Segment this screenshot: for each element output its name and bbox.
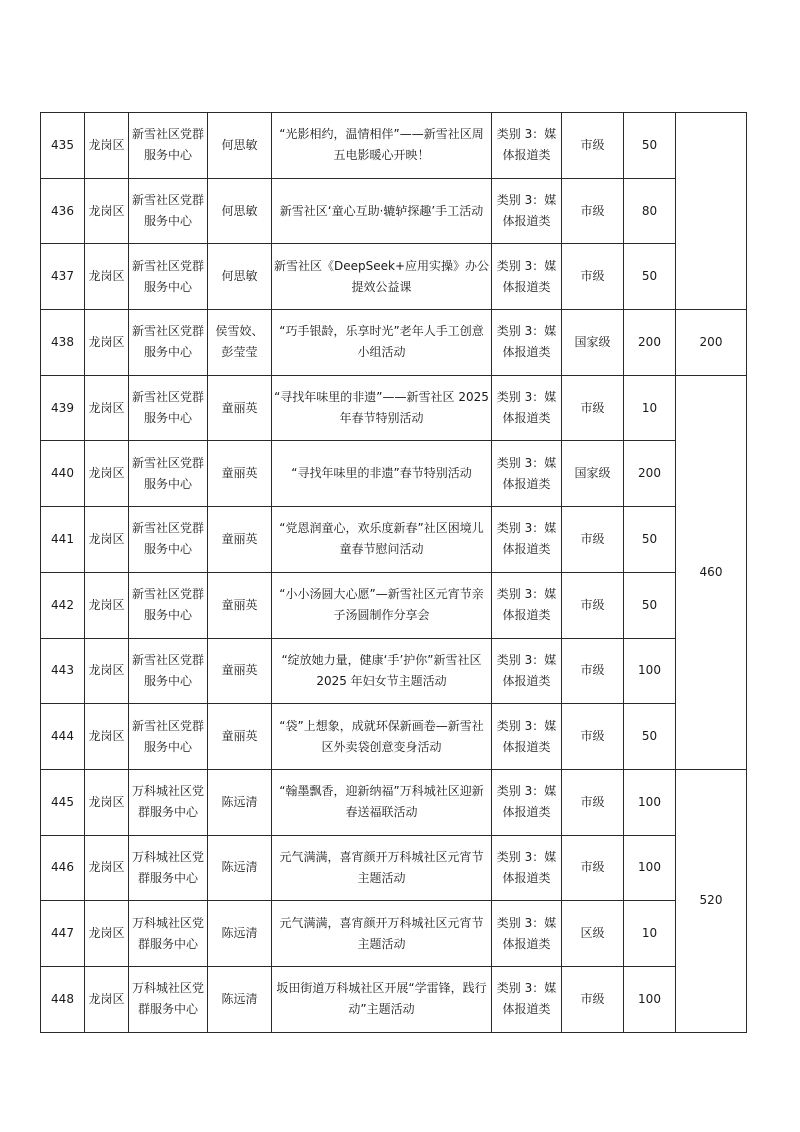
category: 类别 3：媒体报道类 <box>492 310 562 376</box>
score: 100 <box>624 769 676 835</box>
activity-title: “寻找年味里的非遗”春节特别活动 <box>272 441 492 507</box>
district: 龙岗区 <box>85 244 129 310</box>
district: 龙岗区 <box>85 901 129 967</box>
person: 陈远清 <box>208 769 272 835</box>
level: 市级 <box>562 704 624 770</box>
row-number: 438 <box>41 310 85 376</box>
district: 龙岗区 <box>85 704 129 770</box>
organization: 新雪社区党群服务中心 <box>129 704 208 770</box>
activity-title: “小小汤圆大心愿”—新雪社区元宵节亲子汤圆制作分享会 <box>272 572 492 638</box>
person: 何思敏 <box>208 178 272 244</box>
organization: 新雪社区党群服务中心 <box>129 375 208 441</box>
table-row <box>41 901 747 967</box>
activity-title: “绽放她力量，健康‘手’护你”新雪社区 2025 年妇女节主题活动 <box>272 638 492 704</box>
category: 类别 3：媒体报道类 <box>492 835 562 901</box>
table-row <box>41 507 747 573</box>
organization: 新雪社区党群服务中心 <box>129 113 208 179</box>
activity-title: 坂田街道万科城社区开展“学雷锋，践行动”主题活动 <box>272 966 492 1032</box>
row-number: 447 <box>41 901 85 967</box>
district: 龙岗区 <box>85 178 129 244</box>
level: 市级 <box>562 966 624 1032</box>
organization: 新雪社区党群服务中心 <box>129 507 208 573</box>
category: 类别 3：媒体报道类 <box>492 441 562 507</box>
table-row <box>41 769 747 835</box>
score: 200 <box>624 310 676 376</box>
person: 童丽英 <box>208 638 272 704</box>
activity-title: “光影相约，温情相伴”——新雪社区周五电影暖心开映！ <box>272 113 492 179</box>
organization: 新雪社区党群服务中心 <box>129 572 208 638</box>
organization: 万科城社区党群服务中心 <box>129 901 208 967</box>
score: 50 <box>624 113 676 179</box>
row-number: 448 <box>41 966 85 1032</box>
score: 80 <box>624 178 676 244</box>
level: 市级 <box>562 244 624 310</box>
activity-title: 新雪社区‘童心互助·辘轳探趣’手工活动 <box>272 178 492 244</box>
organization: 新雪社区党群服务中心 <box>129 178 208 244</box>
score: 50 <box>624 507 676 573</box>
organization: 新雪社区党群服务中心 <box>129 441 208 507</box>
row-number: 442 <box>41 572 85 638</box>
group-total <box>676 113 747 310</box>
category: 类别 3：媒体报道类 <box>492 704 562 770</box>
category: 类别 3：媒体报道类 <box>492 572 562 638</box>
category: 类别 3：媒体报道类 <box>492 113 562 179</box>
category: 类别 3：媒体报道类 <box>492 901 562 967</box>
category: 类别 3：媒体报道类 <box>492 638 562 704</box>
person: 童丽英 <box>208 507 272 573</box>
table-row <box>41 966 747 1032</box>
row-number: 441 <box>41 507 85 573</box>
score: 100 <box>624 638 676 704</box>
level: 国家级 <box>562 441 624 507</box>
row-number: 443 <box>41 638 85 704</box>
activity-title: “袋”上想象，成就环保新画卷—新雪社区外卖袋创意变身活动 <box>272 704 492 770</box>
table-row <box>41 178 747 244</box>
person: 何思敏 <box>208 113 272 179</box>
category: 类别 3：媒体报道类 <box>492 375 562 441</box>
district: 龙岗区 <box>85 310 129 376</box>
score: 50 <box>624 572 676 638</box>
group-total: 460 <box>676 375 747 769</box>
table-row <box>41 638 747 704</box>
group-total: 520 <box>676 769 747 1032</box>
activity-title: “寻找年味里的非遗”——新雪社区 2025 年春节特别活动 <box>272 375 492 441</box>
organization: 万科城社区党群服务中心 <box>129 835 208 901</box>
organization: 万科城社区党群服务中心 <box>129 966 208 1032</box>
district: 龙岗区 <box>85 507 129 573</box>
district: 龙岗区 <box>85 441 129 507</box>
category: 类别 3：媒体报道类 <box>492 966 562 1032</box>
score: 100 <box>624 966 676 1032</box>
district: 龙岗区 <box>85 572 129 638</box>
district: 龙岗区 <box>85 769 129 835</box>
organization: 新雪社区党群服务中心 <box>129 244 208 310</box>
row-number: 446 <box>41 835 85 901</box>
activity-title: “巧手银龄，乐享时光”老年人手工创意小组活动 <box>272 310 492 376</box>
category: 类别 3：媒体报道类 <box>492 507 562 573</box>
level: 市级 <box>562 835 624 901</box>
table-row <box>41 704 747 770</box>
level: 市级 <box>562 507 624 573</box>
activity-title: 元气满满，喜宵颜开万科城社区元宵节主题活动 <box>272 835 492 901</box>
row-number: 436 <box>41 178 85 244</box>
district: 龙岗区 <box>85 113 129 179</box>
table-row <box>41 572 747 638</box>
person: 童丽英 <box>208 704 272 770</box>
score: 50 <box>624 704 676 770</box>
organization: 万科城社区党群服务中心 <box>129 769 208 835</box>
person: 陈远清 <box>208 966 272 1032</box>
activity-title: “翰墨飘香，迎新纳福”万科城社区迎新春送福联活动 <box>272 769 492 835</box>
score: 100 <box>624 835 676 901</box>
district: 龙岗区 <box>85 375 129 441</box>
score: 200 <box>624 441 676 507</box>
level: 市级 <box>562 769 624 835</box>
row-number: 445 <box>41 769 85 835</box>
organization: 新雪社区党群服务中心 <box>129 310 208 376</box>
person: 何思敏 <box>208 244 272 310</box>
level: 市级 <box>562 638 624 704</box>
table-row <box>41 113 747 179</box>
organization: 新雪社区党群服务中心 <box>129 638 208 704</box>
level: 国家级 <box>562 310 624 376</box>
category: 类别 3：媒体报道类 <box>492 244 562 310</box>
score: 50 <box>624 244 676 310</box>
person: 童丽英 <box>208 572 272 638</box>
district: 龙岗区 <box>85 966 129 1032</box>
table-row <box>41 244 747 310</box>
score: 10 <box>624 901 676 967</box>
person: 童丽英 <box>208 375 272 441</box>
person: 童丽英 <box>208 441 272 507</box>
level: 区级 <box>562 901 624 967</box>
row-number: 437 <box>41 244 85 310</box>
row-number: 444 <box>41 704 85 770</box>
district: 龙岗区 <box>85 835 129 901</box>
score: 10 <box>624 375 676 441</box>
person: 陈远清 <box>208 835 272 901</box>
row-number: 439 <box>41 375 85 441</box>
table-row <box>41 375 747 441</box>
table-row <box>41 310 747 376</box>
level: 市级 <box>562 113 624 179</box>
level: 市级 <box>562 572 624 638</box>
row-number: 435 <box>41 113 85 179</box>
group-total: 200 <box>676 310 747 376</box>
category: 类别 3：媒体报道类 <box>492 178 562 244</box>
activity-title: “党恩润童心，欢乐度新春”社区困境儿童春节慰问活动 <box>272 507 492 573</box>
category: 类别 3：媒体报道类 <box>492 769 562 835</box>
table-row <box>41 835 747 901</box>
table-row <box>41 441 747 507</box>
row-number: 440 <box>41 441 85 507</box>
level: 市级 <box>562 178 624 244</box>
level: 市级 <box>562 375 624 441</box>
person: 侯雪姣、彭莹莹 <box>208 310 272 376</box>
district: 龙岗区 <box>85 638 129 704</box>
activity-title: 元气满满，喜宵颜开万科城社区元宵节主题活动 <box>272 901 492 967</box>
score-table <box>40 112 747 1033</box>
activity-title: 新雪社区《DeepSeek+应用实操》办公提效公益课 <box>272 244 492 310</box>
person: 陈远清 <box>208 901 272 967</box>
